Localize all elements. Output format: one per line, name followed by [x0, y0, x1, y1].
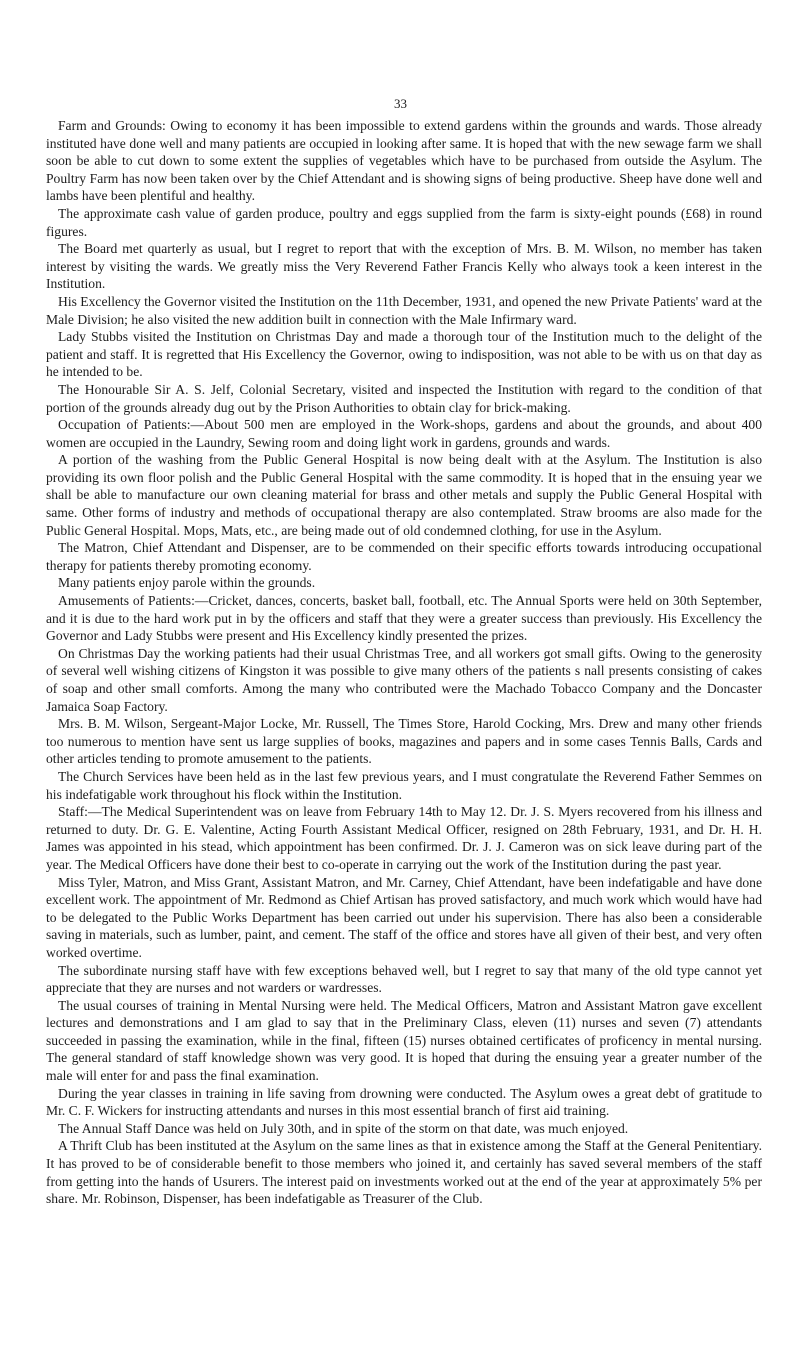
- paragraph-lady-stubbs-visit: Lady Stubbs visited the Institution on Christmas Day and made a thorough tour of the Institution much to the delight of the patient and staff. It is regretted that His Excellency the Governor, owing to indisposition, was not able to be with us on that day as he intended to be.: [46, 329, 762, 380]
- paragraph-governor-visit: His Excellency the Governor visited the Institution on the 11th December, 1931, and opened the new Private Patients' ward at the Male Division; he also visited the new addition built in connection with the Male Infirmary ward.: [46, 293, 762, 327]
- paragraph-church-services: The Church Services have been held as in the last few previous years, and I must congratulate the Reverend Father Semmes on his indefatigable work throughout his flock within the Institution.: [46, 768, 762, 802]
- paragraph-staff: Staff:—The Medical Superintendent was on leave from February 14th to May 12. Dr. J. S. Myers recovered from his illness and returned to duty. Dr. G. E. Valentine, Acting Fourth Assistant Medical Officer, resigned on 28th February, 1931, and Dr. H. H. James was appointed in his stead, which appointment has been confirmed. Dr. J. J. Cameron was on sick leave during part of the year. The Medical Officers have done their best to co-operate in carrying out the work of the Institution during the past year.: [46, 804, 762, 872]
- paragraph-farm-cash-value: The approximate cash value of garden produce, poultry and eggs supplied from the farm is sixty-eight pounds (£68) in round figures.: [46, 205, 762, 239]
- paragraph-commendation: The Matron, Chief Attendant and Dispenser, are to be commended on their specific efforts towards introducing occupational therapy for patients thereby promoting economy.: [46, 540, 762, 573]
- paragraph-washing: A portion of the washing from the Public General Hospital is now being dealt with at the Asylum. The Institution is also providing its own floor polish and the Public General Hospital with the same commodity. It is hoped that in the ensuing year we shall be able to manufacture our own cleaning material for brass and other metals and supply the Public General Hospital with same. Other forms of industry and methods of occupational therapy are also contemplated. Straw brooms are also made for the Public General Hospital. Mops, Mats, etc., are being made out of old condemned clothing, for use in the Asylum.: [46, 452, 762, 538]
- paragraph-training: The usual courses of training in Mental Nursing were held. The Medical Officers, Matron and Assistant Matron gave excellent lectures and demonstrations and I am glad to say that in the Preliminary Class, eleven (11) nurses and seven (7) attendants succeeded in passing the examination, while in the final, fifteen (15) nurses obtained certificates of proficency in mental nursing. The general standard of staff knowledge shown was very good. It is hoped that during the ensuing year a greater number of the male will enter for and pass the final examination.: [46, 997, 762, 1084]
- paragraph-life-saving: During the year classes in training in life saving from drowning were conducted. The Asylum owes a great debt of gratitude to Mr. C. F. Wickers for instructing attendants and nurses in this most essential branch of first aid training.: [46, 1085, 762, 1119]
- paragraph-parole: Many patients enjoy parole within the grounds.: [58, 575, 316, 591]
- paragraph-nursing-staff: The subordinate nursing staff have with few exceptions behaved well, but I regret to say that many of the old type cannot yet appreciate that they are nurses and not warders or wardresses.: [46, 962, 762, 996]
- paragraph-staff-dance: The Annual Staff Dance was held on July 30th, and in spite of the storm on that date, was much enjoyed.: [58, 1120, 629, 1136]
- paragraph-colonial-secretary: The Honourable Sir A. S. Jelf, Colonial Secretary, visited and inspected the Institution with regard to the condition of that portion of the grounds already dug out by the Prison Authorities to obtain clay for brick-making.: [46, 381, 762, 415]
- paragraph-christmas: On Christmas Day the working patients had their usual Christmas Tree, and all workers got small gifts. Owing to the generosity of several well wishing citizens of Kingston it was possible to give many others of the patients s nall presents consisting of cakes of soap and other small comforts. Among the many who contributed were the Machado Tobacco Company and the Doncaster Jamaica Soap Factory.: [46, 645, 762, 714]
- paragraph-thrift-club: A Thrift Club has been instituted at the Asylum on the same lines as that in existence among the Staff at the General Penitentiary. It has proved to be of considerable benefit to those members who joined it, and certainly has saved several members of the staff from getting into the hands of Usurers. The interest paid on investments worked out at the end of the year at approximately 5% per share. Mr. Robinson, Dispenser, has been indefatigable as Treasurer of the Club.: [46, 1138, 762, 1207]
- paragraph-matron: Miss Tyler, Matron, and Miss Grant, Assistant Matron, and Mr. Carney, Chief Attendant, have been indefatigable and have done excellent work. The appointment of Mr. Redmond as Chief Artisan has proved satisfactory, and much work which would have had to be delegated to the Public Works Department has been carried out under his supervision. There has also been a considerable saving in materials, such as lumber, paint, and cement. The staff of the office and stores have all given of their best, and very often worked overtime.: [46, 874, 762, 960]
- paragraph-occupation: Occupation of Patients:—About 500 men are employed in the Work-shops, gardens and about the grounds, and about 400 women are occupied in the Laundry, Sewing room and doing light work in gardens, grounds and wards.: [46, 417, 762, 450]
- paragraph-donors: Mrs. B. M. Wilson, Sergeant-Major Locke, Mr. Russell, The Times Store, Harold Cocking, Mrs. Drew and many other friends too numerous to mention have sent us large supplies of books, magazines and papers and in some cases Tennis Balls, Cards and other articles tending to promote amusement to the patients.: [46, 716, 762, 767]
- page-number: 33: [394, 96, 407, 111]
- paragraph-board-meetings: The Board met quarterly as usual, but I regret to report that with the exception of Mrs. B. M. Wilson, no member has taken interest by visiting the wards. We greatly miss the Very Reverend Father Francis Kelly who always took a keen interest in the Institution.: [46, 241, 762, 292]
- paragraph-amusements: Amusements of Patients:—Cricket, dances, concerts, basket ball, football, etc. The Annual Sports were held on 30th September, and it is due to the hard work put in by the officers and staff that they were a greater success than previously. His Excellency the Governor and Lady Stubbs were present and His Excellency kindly presented the prizes.: [46, 593, 762, 644]
- report-body: [46, 117, 762, 1208]
- paragraph-farm-and-grounds: Farm and Grounds: Owing to economy it has been impossible to extend gardens within the grounds and wards. Those already instituted have done well and many patients are occupied in looking after same. It is hoped that with the new sewage farm we shall soon be able to cut down to some extent the supplies of vegetables which have to be purchased from outside the Asylum. The Poultry Farm has now been taken over by the Chief Attendant and is showing signs of being productive. Sheep have done well and lambs have been plentiful and healthy.: [46, 118, 762, 204]
